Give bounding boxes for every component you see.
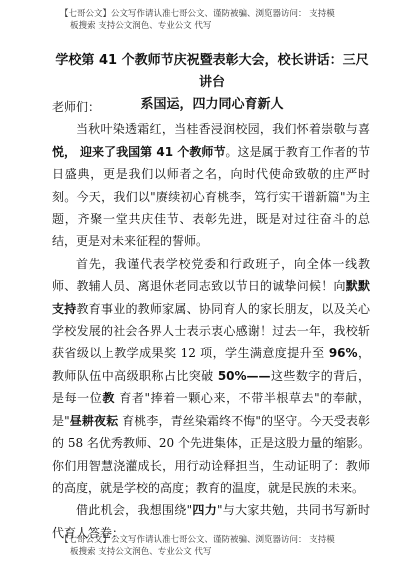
p2-text-d: 这些数字的背后，是每一位	[52, 368, 370, 406]
p2-bold-a: 默默支持	[52, 279, 370, 316]
footer-line-2: 板搜索 支持公文润色、专业公文 代写	[70, 547, 212, 557]
p2-text-b: 教育事业的教师家属、协同育人的家长朋友，以及关心学校发展的社会各界人士表示衷心感谢！过去一年，我校斩获省级以上教学成果奖 12 项，学生满意度提升至	[52, 301, 370, 361]
footer-line-1: 【七哥公文】公文写作请认准七哥公文、谨防被骗、浏览器访问： 支持模	[60, 535, 335, 545]
title-line-1: 学校第 41 个教师节庆祝暨表彰大会，校长讲话：三尺讲台	[55, 53, 369, 90]
page-header-notice	[60, 8, 360, 32]
header-line-1: 【七哥公文】公文写作请认准七哥公文、谨防被骗、浏览器访问： 支持模	[60, 9, 335, 19]
p2-bold-b: 96%	[328, 346, 358, 361]
p2-text-c: ，教师队伍中高级职称占比突破	[52, 346, 370, 383]
p2-text-a: 首先，我谨代表学校党委和行政班子，向全体一线教师、教辅人员、离退休老同志致以节日的诚挚问候！向	[52, 256, 370, 294]
p1-text-a: 当秋叶染透霜红，当桂香浸润校园，我们怀着崇敬与喜	[76, 122, 370, 137]
p3-text-a: 借此机会，我想围绕"	[76, 503, 193, 518]
p2-bold-e: 昼耕夜耘	[69, 413, 119, 428]
p3-bold-a: 四力	[192, 503, 217, 518]
salutation: 老师们：	[52, 100, 101, 114]
paragraph-2	[52, 253, 370, 499]
p1-bold-b: 迎来了我国第 41 个教师节	[79, 144, 226, 159]
title-line-2: 系国运，四力同心育新人	[140, 97, 284, 112]
p2-bold-d: 教	[102, 391, 115, 406]
header-line-2: 板搜索 支持公文润色、专业公文 代写	[70, 21, 212, 31]
p1-bold-a: 悦，	[52, 144, 77, 159]
paragraph-1	[52, 118, 370, 252]
p2-text-f: 育桃李，青丝染霜终不悔"的坚守。今天受表彰的 58 名优秀教师、20 个先进集体，正是这股力量的缩影。你们用智慧浇灌成长，用行动诠释担当，生动证明了：教师的高度，就是学校的高度；教育的温度，就是民族的未来。	[52, 413, 370, 495]
document-body	[52, 96, 370, 544]
p3-text-b: "与大家共勉，共同书写新时代育人答卷：	[52, 503, 370, 540]
p2-bold-c: 50%——	[217, 368, 271, 383]
p1-text-b: 。这是属于教育工作者的节日盛典，更是我们以师者之名，向时代使命致敬的庄严时刻。今天，我们以"赓续初心育桃李，笃行实干谱新篇"为主题，齐聚一堂共庆佳节、表彰先进，既是对过往奋斗的总结，更是对未来征程的誓师。	[52, 144, 370, 249]
p2-text-e: 育者"捧着一颗心来，不带半根草去"的奉献，是"	[52, 391, 370, 428]
page-footer-notice	[60, 534, 360, 558]
